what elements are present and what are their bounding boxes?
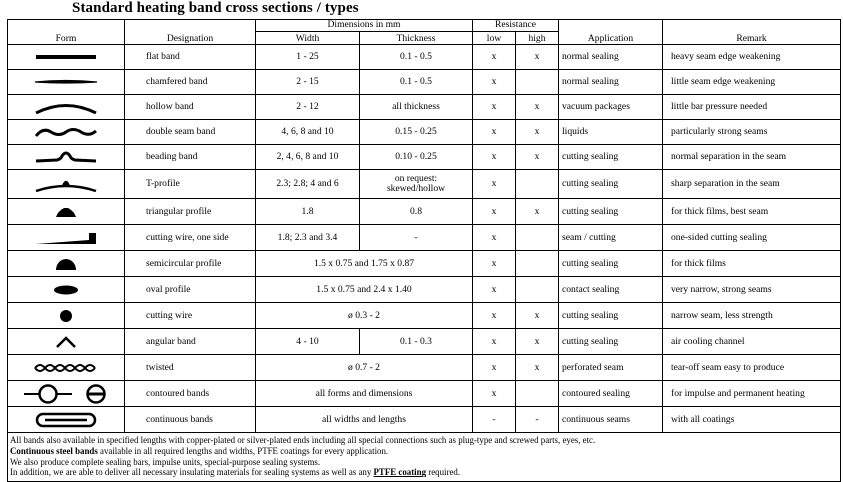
- thickness-cell: 0.1 - 0.5: [360, 70, 473, 95]
- header-width: Width: [256, 32, 360, 45]
- low-cell: x: [473, 120, 516, 145]
- remark-cell: sharp separation in the seam: [663, 170, 841, 199]
- header-designation: Designation: [125, 20, 256, 45]
- designation-cell: triangular profile: [125, 199, 256, 225]
- remark-cell: little bar pressure needed: [663, 95, 841, 120]
- thickness-cell: 0.1 - 0.5: [360, 45, 473, 70]
- low-cell: x: [473, 95, 516, 120]
- low-cell: x: [473, 170, 516, 199]
- high-cell: [516, 251, 559, 277]
- notes-row: [8, 433, 841, 482]
- width-cell: 4 - 10: [256, 329, 360, 355]
- application-cell: contoured sealing: [559, 381, 663, 407]
- header-form: Form: [8, 20, 125, 45]
- table-row: [8, 407, 841, 433]
- width-cell: 2 - 15: [256, 70, 360, 95]
- high-cell: [516, 170, 559, 199]
- chamfered-band-icon: [8, 70, 125, 95]
- contoured-bands-icon: [8, 381, 125, 407]
- low-cell: x: [473, 45, 516, 70]
- table-row: [8, 225, 841, 251]
- width-cell: 2, 4, 6, 8 and 10: [256, 145, 360, 170]
- remark-cell: little seam edge weakening: [663, 70, 841, 95]
- designation-cell: semicircular profile: [125, 251, 256, 277]
- designation-cell: beading band: [125, 145, 256, 170]
- remark-cell: heavy seam edge weakening: [663, 45, 841, 70]
- high-cell: [516, 70, 559, 95]
- designation-cell: twisted: [125, 355, 256, 381]
- designation-cell: contoured bands: [125, 381, 256, 407]
- designation-cell: chamfered band: [125, 70, 256, 95]
- application-cell: cutting sealing: [559, 145, 663, 170]
- thickness-cell: 0.10 - 0.25: [360, 145, 473, 170]
- dimensions-cell: all forms and dimensions: [256, 381, 473, 407]
- designation-cell: angular band: [125, 329, 256, 355]
- table-row: [8, 145, 841, 170]
- note-text: required.: [426, 467, 461, 478]
- header-remark: Remark: [663, 20, 841, 45]
- thickness-cell: [360, 170, 473, 199]
- note-text: available in all required lengths and widths, PTFE coatings for every application.: [97, 445, 389, 456]
- low-cell: x: [473, 381, 516, 407]
- high-cell: x: [516, 303, 559, 329]
- width-cell: 1.8: [256, 199, 360, 225]
- thickness-cell: -: [360, 225, 473, 251]
- note-line-3: We also produce complete sealing bars, impulse units, special-purpose sealing systems.: [10, 456, 321, 467]
- low-cell: x: [473, 355, 516, 381]
- cutting-wire-icon: [8, 303, 125, 329]
- angular-band-icon: [8, 329, 125, 355]
- remark-cell: for impulse and permanent heating: [663, 381, 841, 407]
- note-line-1: All bands also available in specified lengths with copper-plated or silver-plated ends including all special connections such as plug-type and screwed parts, eyes, etc.: [10, 435, 596, 445]
- table-row: [8, 329, 841, 355]
- high-cell: x: [516, 355, 559, 381]
- application-cell: contact sealing: [559, 277, 663, 303]
- hollow-band-icon: [8, 95, 125, 120]
- thickness-cell: 0.1 - 0.3: [360, 329, 473, 355]
- thickness-line-2: skewed/hollow: [386, 183, 446, 194]
- high-cell: [516, 277, 559, 303]
- width-cell: 2 - 12: [256, 95, 360, 120]
- table-row: [8, 95, 841, 120]
- low-cell: x: [473, 199, 516, 225]
- application-cell: cutting sealing: [559, 329, 663, 355]
- flat-band-icon: [8, 45, 125, 70]
- table-row: [8, 355, 841, 381]
- designation-cell: T-profile: [125, 170, 256, 199]
- table-row: [8, 170, 841, 199]
- high-cell: x: [516, 45, 559, 70]
- low-cell: x: [473, 145, 516, 170]
- remark-cell: with all coatings: [663, 407, 841, 433]
- low-cell: x: [473, 303, 516, 329]
- low-cell: x: [473, 329, 516, 355]
- application-cell: cutting sealing: [559, 170, 663, 199]
- triangular-profile-icon: [8, 199, 125, 225]
- table-row: [8, 303, 841, 329]
- low-cell: -: [473, 407, 516, 433]
- low-cell: x: [473, 225, 516, 251]
- note-line-2: [10, 446, 838, 457]
- application-cell: cutting sealing: [559, 303, 663, 329]
- thickness-cell: all thickness: [360, 95, 473, 120]
- header-resistance: Resistance: [473, 20, 559, 32]
- thickness-cell: 0.8: [360, 199, 473, 225]
- high-cell: x: [516, 329, 559, 355]
- ptfe-coating-link[interactable]: PTFE coating: [373, 467, 427, 478]
- table-row: [8, 45, 841, 70]
- thickness-line-1: on request:: [394, 173, 438, 184]
- width-cell: 2.3; 2.8; 4 and 6: [256, 170, 360, 199]
- width-cell: 1.8; 2.3 and 3.4: [256, 225, 360, 251]
- table-row: [8, 199, 841, 225]
- page-title: Standard heating band cross sections / types: [72, 0, 359, 16]
- remark-cell: tear-off seam easy to produce: [663, 355, 841, 381]
- dimensions-cell: ø 0.7 - 2: [256, 355, 473, 381]
- high-cell: [516, 381, 559, 407]
- cutting-wire-one-side-icon: [8, 225, 125, 251]
- high-cell: x: [516, 95, 559, 120]
- header-low: low: [473, 32, 516, 45]
- thickness-cell: 0.15 - 0.25: [360, 120, 473, 145]
- dimensions-cell: ø 0.3 - 2: [256, 303, 473, 329]
- dimensions-cell: 1.5 x 0.75 and 1.75 x 0.87: [256, 251, 473, 277]
- remark-cell: narrow seam, less strength: [663, 303, 841, 329]
- designation-cell: cutting wire: [125, 303, 256, 329]
- t-profile-icon: [8, 170, 125, 199]
- remark-cell: one-sided cutting sealing: [663, 225, 841, 251]
- low-cell: x: [473, 277, 516, 303]
- remark-cell: for thick films, best seam: [663, 199, 841, 225]
- high-cell: x: [516, 145, 559, 170]
- application-cell: cutting sealing: [559, 199, 663, 225]
- application-cell: seam / cutting: [559, 225, 663, 251]
- double-seam-band-icon: [8, 120, 125, 145]
- remark-cell: very narrow, strong seams: [663, 277, 841, 303]
- application-cell: continuous seams: [559, 407, 663, 433]
- semicircular-profile-icon: [8, 251, 125, 277]
- designation-cell: flat band: [125, 45, 256, 70]
- header-application: Application: [559, 20, 663, 45]
- header-high: high: [516, 32, 559, 45]
- note-text: In addition, we are able to deliver all necessary insulating materials for sealing systems as well as any: [10, 467, 374, 478]
- width-cell: 4, 6, 8 and 10: [256, 120, 360, 145]
- width-cell: 1 - 25: [256, 45, 360, 70]
- header-thickness: Thickness: [360, 32, 473, 45]
- table-row: [8, 251, 841, 277]
- table-row: [8, 70, 841, 95]
- remark-cell: air cooling channel: [663, 329, 841, 355]
- remark-cell: for thick films: [663, 251, 841, 277]
- notes-cell: [8, 433, 841, 482]
- table-row: [8, 120, 841, 145]
- high-cell: [516, 225, 559, 251]
- application-cell: liquids: [559, 120, 663, 145]
- table-row: [8, 277, 841, 303]
- application-cell: perforated seam: [559, 355, 663, 381]
- designation-cell: double seam band: [125, 120, 256, 145]
- heating-band-table: [7, 19, 841, 482]
- designation-cell: cutting wire, one side: [125, 225, 256, 251]
- note-line-4: [10, 467, 838, 478]
- designation-cell: hollow band: [125, 95, 256, 120]
- beading-band-icon: [8, 145, 125, 170]
- high-cell: x: [516, 120, 559, 145]
- designation-cell: oval profile: [125, 277, 256, 303]
- note-bold-text: Continuous steel bands: [10, 445, 98, 456]
- application-cell: normal sealing: [559, 45, 663, 70]
- continuous-bands-icon: [8, 407, 125, 433]
- low-cell: x: [473, 251, 516, 277]
- header-dimensions: Dimensions in mm: [256, 20, 473, 32]
- application-cell: vacuum packages: [559, 95, 663, 120]
- remark-cell: normal separation in the seam: [663, 145, 841, 170]
- low-cell: x: [473, 70, 516, 95]
- application-cell: cutting sealing: [559, 251, 663, 277]
- high-cell: -: [516, 407, 559, 433]
- designation-cell: continuous bands: [125, 407, 256, 433]
- remark-cell: particularly strong seams: [663, 120, 841, 145]
- high-cell: x: [516, 199, 559, 225]
- oval-profile-icon: [8, 277, 125, 303]
- twisted-icon: [8, 355, 125, 381]
- table-row: [8, 381, 841, 407]
- dimensions-cell: 1.5 x 0.75 and 2.4 x 1.40: [256, 277, 473, 303]
- dimensions-cell: all widths and lengths: [256, 407, 473, 433]
- application-cell: normal sealing: [559, 70, 663, 95]
